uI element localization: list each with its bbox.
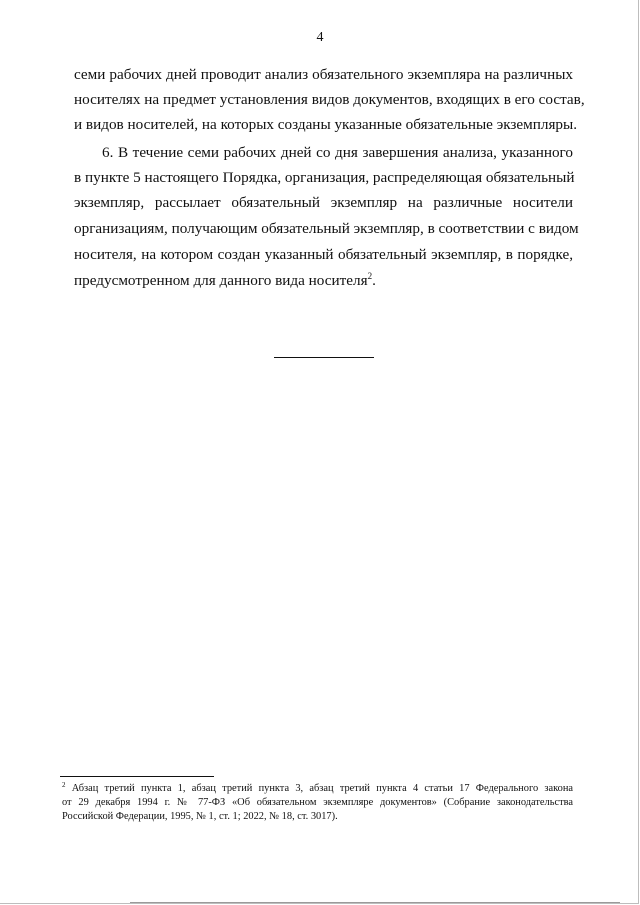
body-line: в пункте 5 настоящего Порядка, организация, распределяющая обязательный — [74, 169, 575, 186]
page-number: 4 — [316, 30, 324, 45]
footnote-text: Абзац третий пункта 1, абзац третий пункта 3, абзац третий пункта 4 статьи 17 Федерального закона — [71, 783, 573, 794]
final-punctuation: . — [372, 272, 376, 289]
paragraph-6-first-line: 6. В течение семи рабочих дней со дня завершения анализа, указанного — [102, 144, 573, 161]
body-line: семи рабочих дней проводит анализ обязательного экземпляра на различных — [74, 66, 573, 83]
footnote-line — [62, 782, 573, 796]
body-line-text: предусмотренном для данного вида носителя — [74, 272, 368, 289]
footnote-reference: 2 — [367, 271, 373, 281]
body-line: и видов носителей, на которых созданы указанные обязательные экземпляры. — [74, 116, 578, 133]
body-line: экземпляр, рассылает обязательный экземпляр на различные носители — [74, 194, 573, 211]
footnote-separator — [60, 776, 214, 777]
body-line-last — [74, 268, 573, 293]
body-line: носителя, на котором создан указанный обязательный экземпляр, в порядке, — [74, 246, 573, 263]
footnote-line: Российской Федерации, 1995, № 1, ст. 1; 2022, № 18, ст. 3017). — [62, 811, 338, 822]
footnote-marker: 2 — [62, 781, 66, 789]
body-line: организациям, получающим обязательный экземпляр, в соответствии с видом — [74, 220, 579, 237]
section-divider — [274, 357, 374, 358]
body-line: носителях на предмет установления видов документов, входящих в его состав, — [74, 91, 585, 108]
scan-edge-line — [130, 902, 620, 903]
footnote-line: от 29 декабря 1994 г. № 77-ФЗ «Об обязательном экземпляре документов» (Собрание законодательства — [62, 797, 573, 808]
